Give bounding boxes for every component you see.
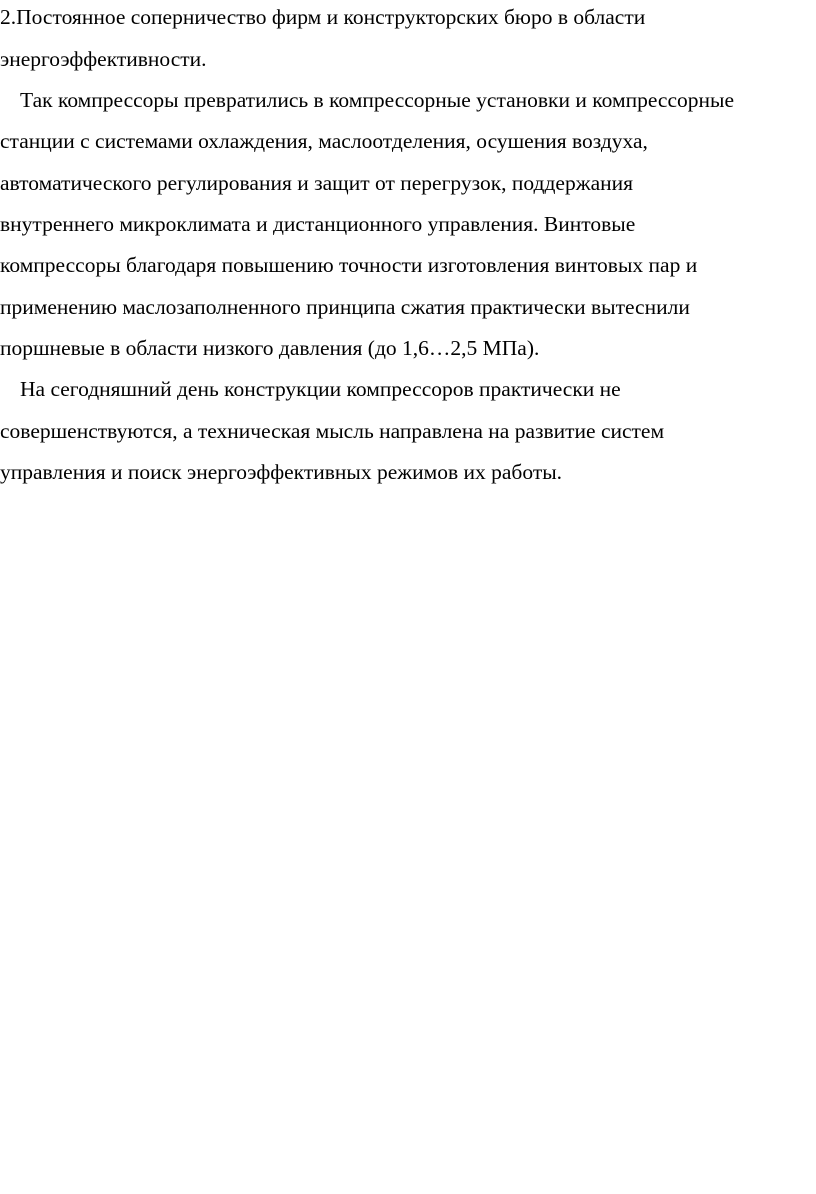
paragraph-3-line-3: управления и поиск энергоэффективных режимов их работы. bbox=[0, 460, 563, 484]
paragraph-2-line-7: поршневые в области низкого давления (до 1,6…2,5 МПа). bbox=[0, 336, 540, 360]
paragraph-2-line-2: станции с системами охлаждения, маслоотделения, осушения воздуха, bbox=[0, 129, 648, 153]
paragraph-3-line-2: совершенствуются, а техническая мысль направлена на развитие систем bbox=[0, 419, 665, 443]
paragraph-3-line-1: На сегодняшний день конструкции компрессоров практически не bbox=[20, 377, 621, 401]
paragraph-2-line-4: внутреннего микроклимата и дистанционного управления. Винтовые bbox=[0, 212, 636, 236]
paragraph-2-line-6: применению маслозаполненного принципа сжатия практически вытеснили bbox=[0, 295, 690, 319]
paragraph-2-line-1: Так компрессоры превратились в компрессорные установки и компрессорные bbox=[20, 88, 734, 112]
paragraph-2-line-5: компрессоры благодаря повышению точности изготовления винтовых пар и bbox=[0, 253, 698, 277]
paragraph-1-line-1: 2.Постоянное соперничество фирм и конструкторских бюро в области bbox=[0, 5, 646, 29]
paragraph-2-line-3: автоматического регулирования и защит от перегрузок, поддержания bbox=[0, 171, 634, 195]
paragraph-1-line-2: энергоэффективности. bbox=[0, 47, 207, 71]
